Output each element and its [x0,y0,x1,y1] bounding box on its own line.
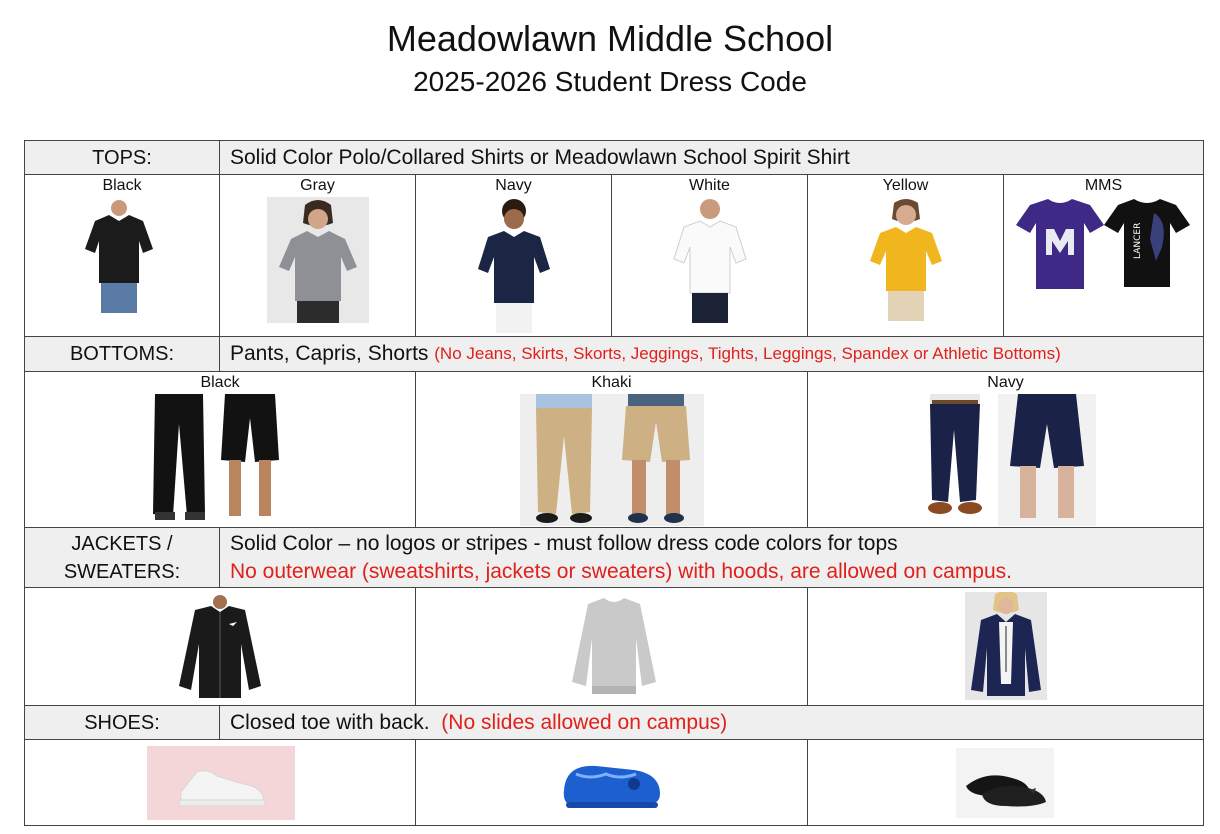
sweatshirt-icon [566,598,662,698]
top-caption-yellow: Yellow [882,177,929,194]
white-polo-image [670,197,750,325]
pants-icon [147,394,211,522]
top-caption-navy: Navy [495,177,532,194]
top-cell-navy [416,175,612,336]
shoes-description: Closed toe with back. [230,710,430,734]
bottom-cell-khaki [416,372,808,527]
shorts-icon [998,394,1096,526]
navy-polo-image [474,197,554,335]
dress-code-table [24,140,1204,826]
bottoms-description-line [230,337,1195,371]
polo-shirt-icon [868,197,944,323]
bottoms-description: Pants, Capris, Shorts [230,342,429,365]
page-title: Meadowlawn Middle School [386,18,834,59]
shoe-cell-clog [416,740,808,825]
navy-shorts-image [998,394,1096,526]
top-cell-black [25,175,220,336]
shoes-restriction: (No slides allowed on campus) [441,710,728,734]
purple-spirit-shirt-image [1016,199,1104,291]
page-subtitle: 2025-2026 Student Dress Code [413,66,807,97]
navy-cardigan-image [965,592,1047,700]
tshirt-icon [1104,199,1190,289]
shoes-header-row [25,706,1203,740]
top-cell-yellow [808,175,1004,336]
bottom-cell-black [25,372,416,527]
jackets-description: Solid Color – no logos or stripes - must follow dress code colors for tops [230,532,898,555]
top-cell-white [612,175,808,336]
white-sneaker-image [147,746,295,820]
bottom-caption-black: Black [200,374,240,391]
polo-shirt-icon [267,197,369,323]
shoe-cell-flat [808,740,1203,825]
bottoms-header-row [25,337,1203,372]
top-caption-black: Black [102,177,142,194]
jackets-label-line2: SWEATERS: [63,560,181,583]
jacket-cell-navy [808,588,1203,705]
top-caption-gray: Gray [300,177,335,194]
jacket-cell-gray [416,588,808,705]
top-caption-mms: MMS [1084,177,1123,194]
black-polo-image [81,199,157,315]
sneaker-icon [147,746,295,820]
polo-shirt-icon [670,197,750,325]
shorts-icon [217,394,283,522]
navy-pants-image [914,394,996,522]
jackets-restriction: No outerwear (sweatshirts, jackets or sweaters) with hoods, are allowed on campus. [230,560,1013,583]
bottoms-images-row [25,372,1203,528]
black-pants-image [147,394,211,522]
bottoms-restriction: (No Jeans, Skirts, Skorts, Jeggings, Tights, Leggings, Spandex or Athletic Bottoms) [434,344,1061,363]
khaki-shorts-image [608,394,704,526]
black-flat-image [956,748,1054,818]
jackets-description-block [230,528,1195,589]
jackets-label [25,528,220,587]
bottom-cell-navy [808,372,1203,527]
bottoms-label: BOTTOMS: [25,337,220,371]
tshirt-icon [1016,199,1104,291]
top-caption-white: White [689,177,730,194]
shoes-description-line [230,706,1195,739]
shoe-cell-sneaker [25,740,416,825]
jacket-cell-black [25,588,416,705]
shoes-label: SHOES: [25,706,220,739]
khaki-pants-image [520,394,608,526]
bottom-caption-khaki: Khaki [591,374,632,391]
gray-sweatshirt-image [566,598,662,698]
black-shorts-image [217,394,283,522]
blue-clog-image [556,750,666,816]
svg-text:LANCER: LANCER [1133,222,1143,259]
polo-shirt-icon [81,199,157,315]
jackets-header-row [25,528,1203,588]
shorts-icon [608,394,704,526]
yellow-polo-image [868,197,944,323]
gray-polo-image [267,197,369,323]
polo-shirt-icon [474,197,554,335]
bottom-caption-navy: Navy [987,374,1024,391]
black-spirit-shirt-image [1104,199,1190,289]
jackets-label-line1: JACKETS / [71,532,173,555]
black-jacket-image [175,594,265,700]
pants-icon [914,394,996,522]
top-cell-mms [1004,175,1203,336]
tops-description: Solid Color Polo/Collared Shirts or Meadowlawn School Spirit Shirt [230,145,850,169]
jacket-icon [175,594,265,700]
pants-icon [520,394,608,526]
tops-header-row [25,141,1203,175]
top-cell-gray [220,175,416,336]
ballet-flat-icon [956,748,1054,818]
tops-label: TOPS: [25,141,220,174]
jackets-images-row [25,588,1203,706]
clog-icon [556,750,666,816]
shoes-images-row [25,740,1203,825]
cardigan-icon [965,592,1047,700]
tops-images-row [25,175,1203,337]
